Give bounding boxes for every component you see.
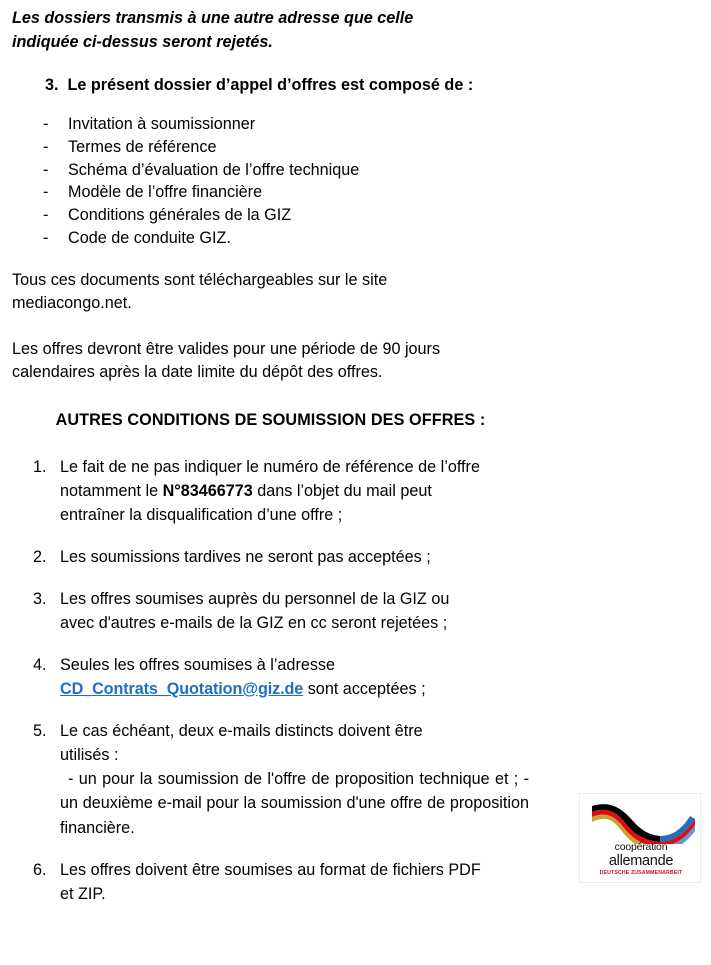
condition-2-text: Les soumissions tardives ne seront pas acceptées ;	[60, 547, 431, 566]
condition-index: 2.	[33, 547, 47, 566]
condition-item-6	[12, 858, 529, 906]
document-text-column	[12, 0, 529, 924]
list-item	[12, 227, 529, 250]
logo-line-deutsche-zusammenarbeit: DEUTSCHE ZUSAMMENARBEIT	[599, 870, 683, 876]
condition-5-sub-line-1: - un pour la soumission de l'offre de proposition technique	[68, 769, 490, 788]
list-item-label: Code de conduite GIZ.	[68, 228, 231, 247]
validity-line-2: calendaires après la date limite du dépôt des offres.	[12, 363, 383, 382]
condition-item-3	[12, 587, 529, 635]
section-3-title: Le présent dossier d’appel d’offres est composé de :	[67, 76, 474, 94]
dash-marker: -	[43, 228, 49, 247]
list-item	[12, 204, 529, 227]
condition-1-line-2-prefix: notamment le	[60, 481, 163, 500]
list-item	[12, 113, 529, 136]
german-flag-ribbon-icon	[586, 800, 696, 844]
condition-item-5	[12, 719, 529, 841]
condition-1-line-1: Le fait de ne pas indiquer le numéro de référence de l’offre	[60, 457, 480, 476]
logo-caption	[580, 842, 701, 876]
dash-marker: -	[43, 206, 49, 225]
condition-4-line-2-suffix: sont acceptées ;	[303, 679, 426, 698]
dash-marker: -	[43, 183, 49, 202]
list-item-label: Schéma d’évaluation de l’offre technique	[68, 160, 360, 179]
list-item-label: Invitation à soumissionner	[68, 115, 256, 133]
conditions-heading: AUTRES CONDITIONS DE SOUMISSION DES OFFRES :	[55, 410, 486, 429]
condition-1-line-3: entraîner la disqualification d’une offre ;	[60, 505, 343, 524]
logo-line-allemande: allemande	[608, 852, 674, 869]
german-cooperation-logo	[579, 793, 701, 883]
condition-5-sub-line-3: - un deuxième e-mail pour la soumission d'une offre de	[60, 769, 530, 813]
validity-paragraph	[12, 316, 529, 385]
condition-item-1	[12, 455, 529, 527]
condition-index: 3.	[33, 589, 47, 608]
section-3-number: 3.	[45, 76, 59, 94]
condition-item-2	[12, 545, 529, 569]
condition-3-line-2: avec d'autres e-mails de la GIZ en cc seront rejetées ;	[60, 613, 448, 632]
condition-item-4	[12, 653, 529, 701]
condition-4-line-1: Seules les offres soumises à l’adresse	[60, 655, 336, 674]
list-item	[12, 159, 529, 182]
download-line-1: Tous ces documents sont téléchargeables sur le site	[12, 270, 388, 289]
reference-number: N°83466773	[162, 481, 253, 500]
conditions-list	[12, 430, 529, 907]
logo-line-cooperation: coopération	[614, 841, 668, 853]
condition-index: 5.	[33, 721, 47, 740]
condition-index: 6.	[33, 861, 47, 880]
list-item	[12, 181, 529, 204]
list-item-label: Modèle de l’offre financière	[68, 183, 263, 202]
condition-5-sub-line-4: proposition financière.	[60, 794, 530, 837]
condition-5-sublist	[60, 750, 529, 837]
condition-4-line-2	[60, 677, 529, 701]
condition-1-line-2-suffix: dans l’objet du mail peut	[252, 481, 432, 500]
intro-paragraph	[12, 0, 529, 54]
dash-marker: -	[43, 160, 49, 179]
download-paragraph	[12, 250, 529, 316]
validity-line-1: Les offres devront être valides pour une période de 90 jours	[12, 339, 441, 358]
section-3-heading	[12, 54, 529, 96]
condition-6-line-1: Les offres doivent être soumises au format de fichiers PDF	[60, 861, 481, 880]
condition-5-line-1: Le cas échéant, deux e-mails distincts doivent être	[60, 721, 423, 740]
intro-line-1: Les dossiers transmis à une autre adresse que celle	[12, 9, 414, 27]
condition-3-line-1: Les offres soumises auprès du personnel de la GIZ ou	[60, 589, 450, 608]
dash-marker: -	[43, 115, 49, 133]
condition-index: 4.	[33, 655, 47, 674]
condition-6-line-2: et ZIP.	[60, 885, 106, 904]
dossier-components-list	[12, 96, 529, 250]
list-item	[12, 136, 529, 159]
condition-5-sub-line-2: et ;	[494, 769, 519, 788]
download-line-2: mediacongo.net.	[12, 294, 132, 313]
condition-index: 1.	[33, 457, 47, 476]
list-item-label: Termes de référence	[68, 137, 217, 156]
dash-marker: -	[43, 137, 49, 156]
intro-line-2: indiquée ci-dessus seront rejetés.	[12, 33, 273, 51]
condition-5-line-2: utilisés :	[60, 745, 119, 764]
contact-email-link[interactable]: CD_Contrats_Quotation@giz.de	[60, 679, 304, 698]
list-item-label: Conditions générales de la GIZ	[68, 206, 292, 225]
